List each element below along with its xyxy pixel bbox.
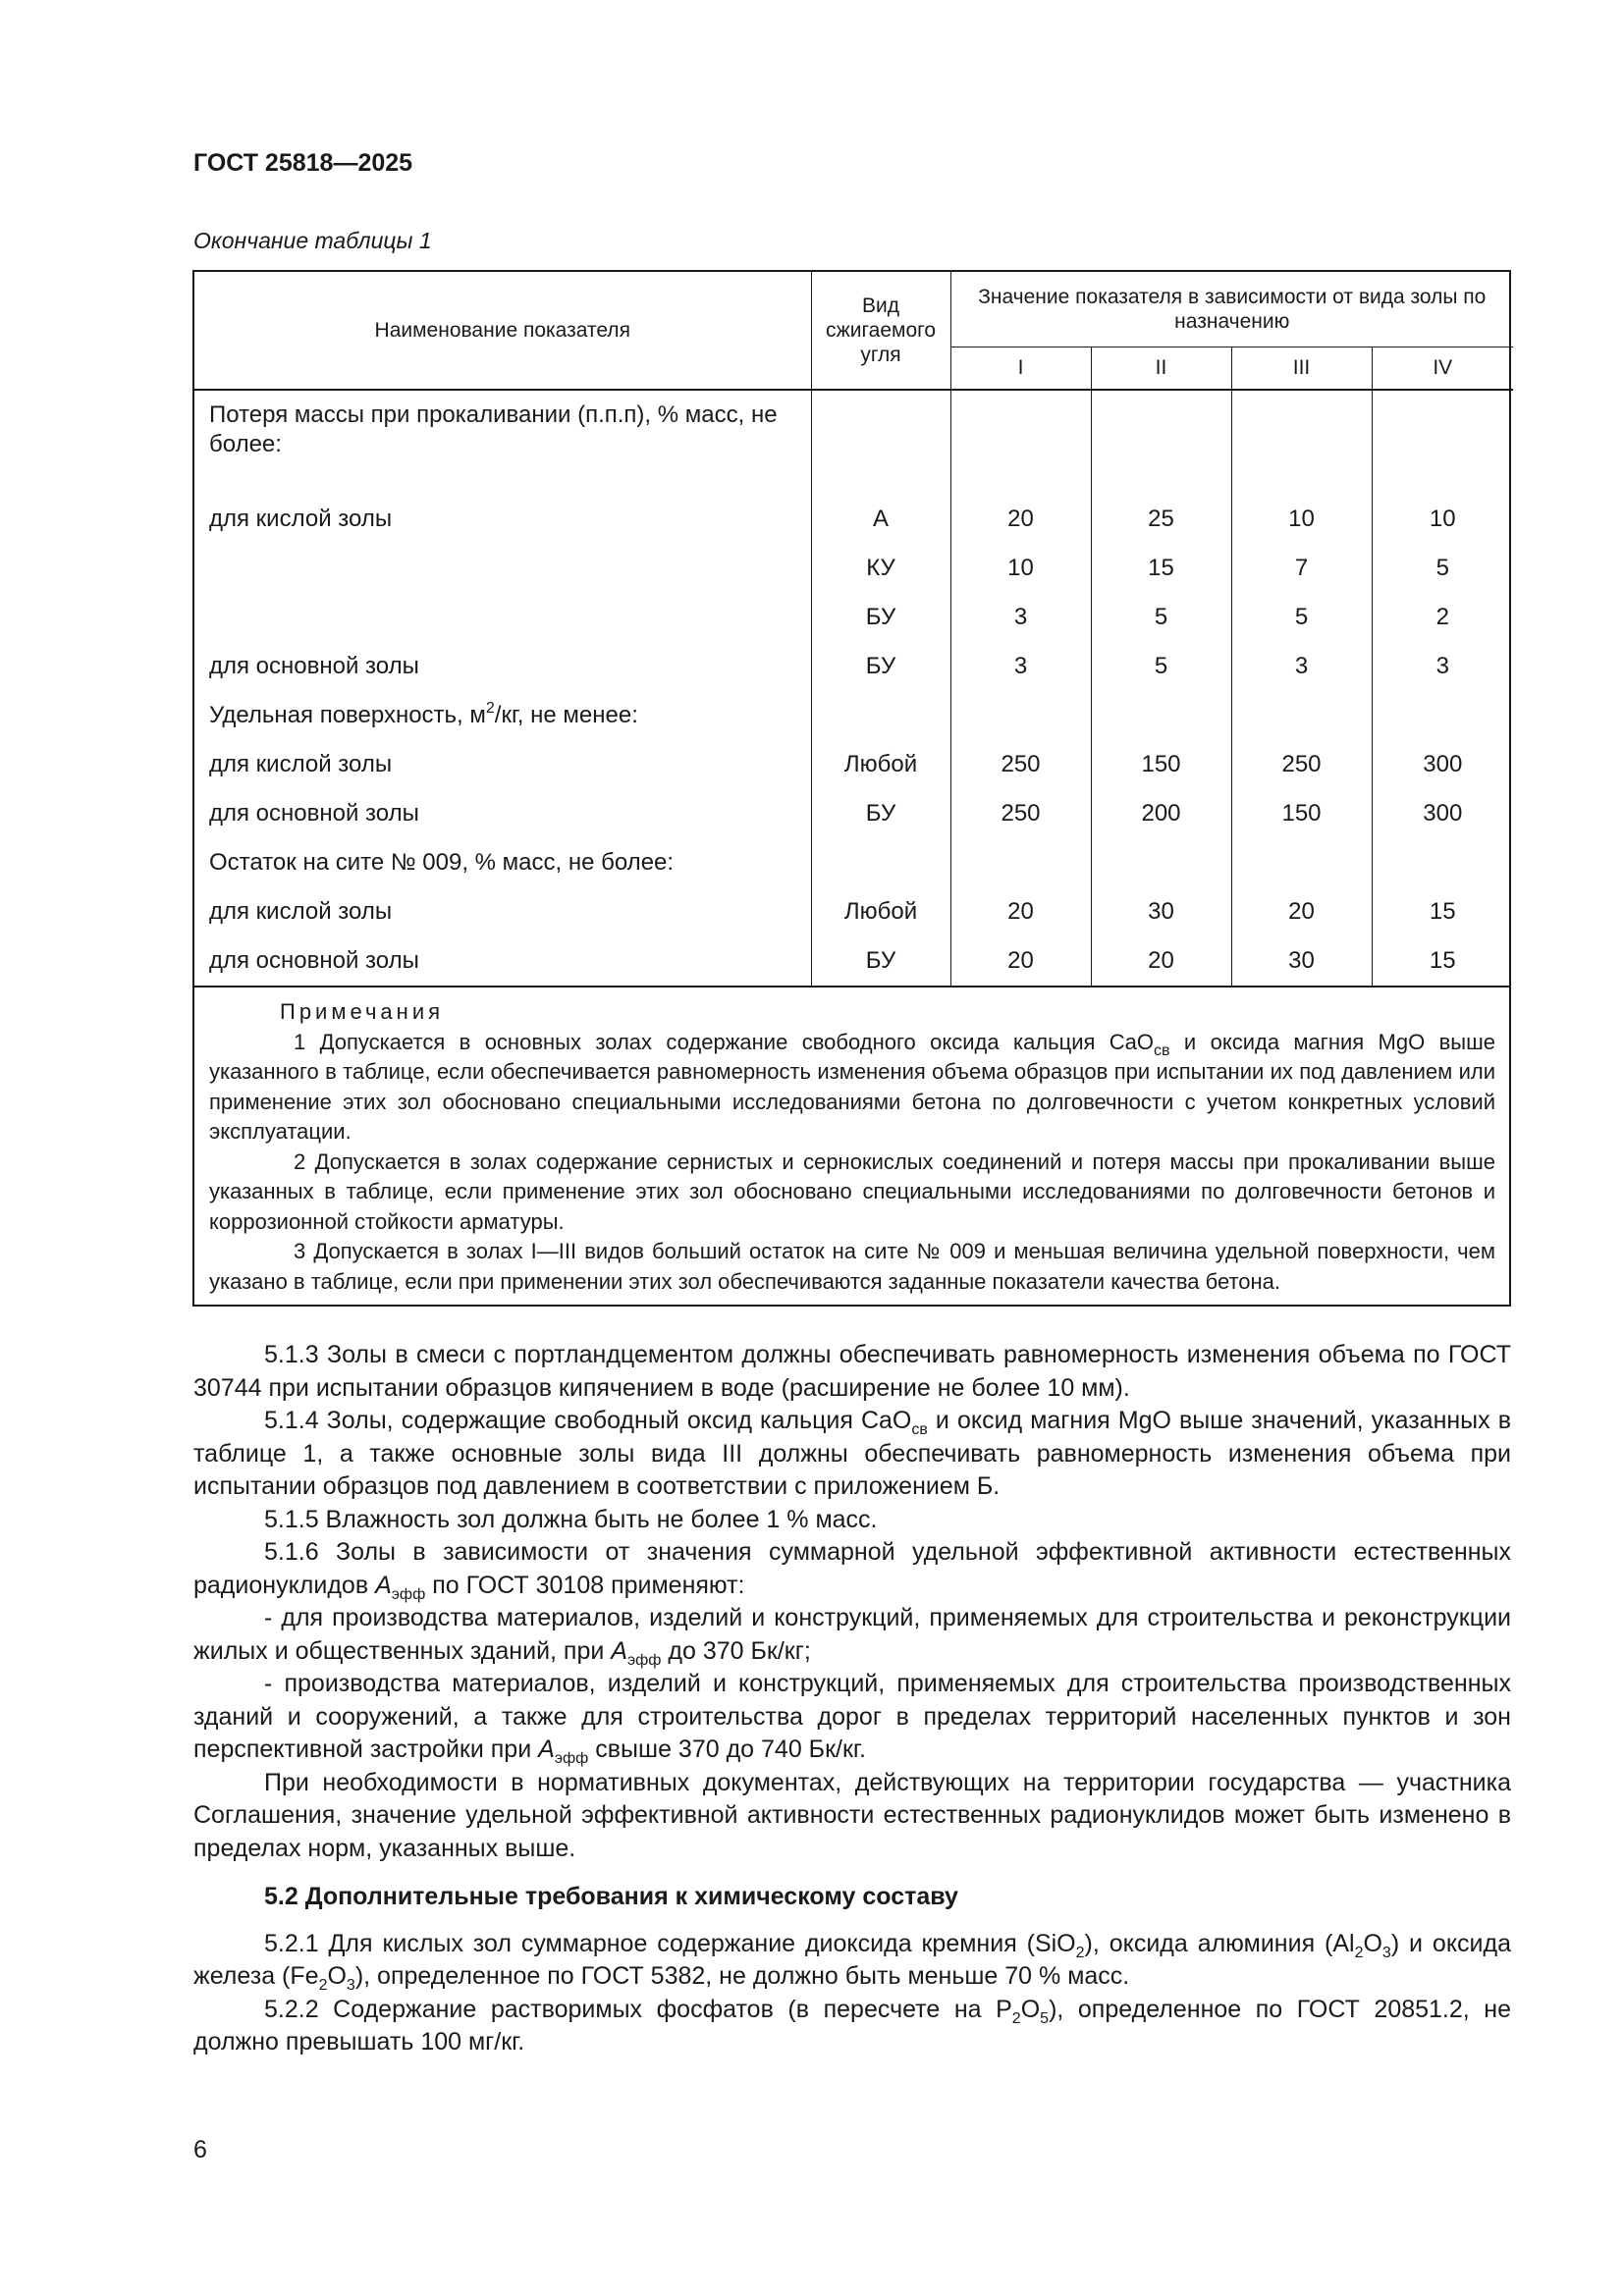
paragraph-5-1-4: 5.1.4 Золы, содержащие свободный оксид кальция CaO$_{св}$ и оксид магния MgO выше значений, указанных в таблице 1, а также основные золы вида III должны обеспечивать равномерность изменения объема при испытании образцов под давлением в соответствии с приложением Б.: [193, 1407, 1511, 1500]
value-cell: 20: [1231, 887, 1372, 936]
value-cell: 150: [1231, 789, 1372, 838]
table-row: [194, 390, 1513, 495]
paragraph-5-1-6: 5.1.6 Золы в зависимости от значения суммарной удельной эффективной активности естественных радионуклидов $A_{эфф}$ по ГОСТ 30108 применяют:: [193, 1538, 1511, 1603]
row-label: Потеря массы при прокаливании (п.п.п), % масс, не более:: [209, 401, 778, 457]
note-1: 1 Допускается в основных золах содержание свободного оксида кальция CaO$_{св}$ и оксида магния MgO выше указанного в таблице, если обеспечивается равномерность изменения объема образцов при испытании их под давлением или применение этих зол обосновано специальными исследованиями бетона по долговечности с учетом конкретных условий эксплуатации.: [209, 1029, 1495, 1144]
value-cell: 3: [1231, 642, 1372, 691]
coal-cell: Любой: [811, 887, 950, 936]
row-label: Удельная поверхность, $м^2/кг$, не менее:: [209, 700, 638, 728]
value-cell: 25: [1091, 495, 1231, 544]
coal-cell: Любой: [811, 740, 950, 789]
value-cell: 20: [1091, 936, 1231, 986]
list-item-industrial: - производства материалов, изделий и конструкций, применяемых для строительства производственных зданий и сооружений, а также для строительства дорог в пределах территорий населенных пунктов и зон перспективной застройки при $A_{эфф}$ свыше 370 до 740 Бк/кг.: [193, 1670, 1511, 1767]
row-label: для кислой золы: [209, 898, 393, 925]
table-row: [194, 740, 1513, 789]
value-cell: 250: [950, 740, 1091, 789]
value-cell: [1091, 838, 1231, 887]
value-cell: [950, 691, 1091, 740]
row-label: для кислой золы: [209, 751, 393, 777]
body-text: [193, 1339, 1511, 2059]
header-value-group: Значение показателя в зависимости от вида золы по назначению: [950, 272, 1513, 347]
value-cell: 15: [1091, 544, 1231, 593]
value-cell: 3: [950, 593, 1091, 642]
value-cell: 15: [1372, 887, 1513, 936]
value-cell: 5: [1091, 593, 1231, 642]
value-cell: [1231, 838, 1372, 887]
value-cell: 10: [1231, 495, 1372, 544]
coal-cell: [811, 838, 950, 887]
value-cell: 10: [950, 544, 1091, 593]
value-cell: 20: [950, 936, 1091, 986]
table-caption: Окончание таблицы 1: [193, 228, 432, 253]
paragraph-standards-note: При необходимости в нормативных документах, действующих на территории государства — участника Соглашения, значение удельной эффективной активности естественных радионуклидов может быть изменено в пределах норм, указанных выше.: [193, 1768, 1511, 1862]
value-cell: [950, 838, 1091, 887]
coal-cell: КУ: [811, 544, 950, 593]
indicators-table: [192, 270, 1511, 1307]
header-coal-type: Вид сжигаемого угля: [811, 272, 950, 390]
coal-cell: А: [811, 495, 950, 544]
value-cell: 300: [1372, 789, 1513, 838]
value-cell: 15: [1372, 936, 1513, 986]
table-row: [194, 544, 1513, 593]
coal-cell: БУ: [811, 789, 950, 838]
paragraph-5-2-1: 5.2.1 Для кислых зол суммарное содержание диоксида кремния (SiO$_2$), оксида алюминия $(Al_2O_3)$ и оксида железа $(Fe_2O_3)$, определенное по ГОСТ 5382, не должно быть меньше 70 % масс.: [193, 1929, 1511, 1994]
value-cell: 7: [1231, 544, 1372, 593]
value-cell: [1091, 691, 1231, 740]
row-label: для основной золы: [209, 800, 419, 827]
row-label: для основной золы: [209, 653, 419, 679]
value-cell: [1372, 390, 1513, 495]
section-heading-5-2: 5.2 Дополнительные требования к химическому составу: [264, 1883, 958, 1910]
value-cell: 3: [1372, 642, 1513, 691]
table-notes: [194, 986, 1509, 1305]
paragraph-5-1-5: 5.1.5 Влажность зол должна быть не более 1 % масс.: [264, 1505, 878, 1533]
header-indicator: Наименование показателя: [194, 272, 811, 390]
table-row: [194, 691, 1513, 740]
value-cell: 5: [1231, 593, 1372, 642]
value-cell: [1231, 691, 1372, 740]
value-cell: 2: [1372, 593, 1513, 642]
coal-cell: БУ: [811, 593, 950, 642]
table-row: [194, 936, 1513, 986]
value-cell: [1372, 838, 1513, 887]
value-cell: 150: [1091, 740, 1231, 789]
value-cell: 250: [950, 789, 1091, 838]
value-cell: [1372, 691, 1513, 740]
table-row: [194, 789, 1513, 838]
coal-cell: [811, 691, 950, 740]
table-row: [194, 887, 1513, 936]
row-label: для основной золы: [209, 947, 419, 974]
note-3: 3 Допускается в золах I—III видов больший остаток на сите № 009 и меньшая величина удельной поверхности, чем указано в таблице, если при применении этих зол обеспечиваются заданные показатели качества бетона.: [209, 1239, 1495, 1294]
document-number: ГОСТ 25818—2025: [193, 149, 413, 177]
header-grade-1: I: [950, 347, 1091, 390]
value-cell: 200: [1091, 789, 1231, 838]
paragraph-5-2-2: 5.2.2 Содержание растворимых фосфатов (в пересчете на $P_2O_5$), определенное по ГОСТ 20851.2, не должно превышать 100 мг/кг.: [193, 1995, 1512, 2056]
page-number: 6: [193, 2136, 207, 2163]
coal-cell: БУ: [811, 642, 950, 691]
value-cell: 30: [1231, 936, 1372, 986]
value-cell: 3: [950, 642, 1091, 691]
row-label: Остаток на сите № 009, % масс, не более:: [209, 849, 675, 876]
header-grade-3: III: [1231, 347, 1372, 390]
value-cell: 250: [1231, 740, 1372, 789]
value-cell: [950, 390, 1091, 495]
value-cell: 5: [1372, 544, 1513, 593]
table-row: [194, 495, 1513, 544]
notes-title: Примечания: [280, 999, 445, 1024]
header-grade-2: II: [1091, 347, 1231, 390]
header-grade-4: IV: [1372, 347, 1513, 390]
list-item-residential: - для производства материалов, изделий и конструкций, применяемых для строительства и реконструкции жилых и общественных зданий, при $A_{эфф}$ до 370 Бк/кг;: [193, 1604, 1511, 1669]
table-row: [194, 838, 1513, 887]
note-2: 2 Допускается в золах содержание сернистых и сернокислых соединений и потеря массы при прокаливании выше указанных в таблице, если применение этих зол обосновано специальными исследованиями по долговечности бетонов и коррозионной стойкости арматуры.: [209, 1148, 1495, 1234]
value-cell: 30: [1091, 887, 1231, 936]
value-cell: [1091, 390, 1231, 495]
coal-cell: БУ: [811, 936, 950, 986]
table-row: [194, 593, 1513, 642]
value-cell: 20: [950, 495, 1091, 544]
coal-cell: [811, 390, 950, 495]
table-row: [194, 642, 1513, 691]
row-label: [194, 593, 811, 642]
paragraph-5-1-3: 5.1.3 Золы в смеси с портландцементом должны обеспечивать равномерность изменения объема по ГОСТ 30744 при испытании образцов кипячением в воде (расширение не более 10 мм).: [193, 1341, 1511, 1402]
row-label: для кислой золы: [209, 506, 393, 532]
value-cell: [1231, 390, 1372, 495]
value-cell: 300: [1372, 740, 1513, 789]
value-cell: 5: [1091, 642, 1231, 691]
value-cell: 10: [1372, 495, 1513, 544]
value-cell: 20: [950, 887, 1091, 936]
row-label: [194, 544, 811, 593]
